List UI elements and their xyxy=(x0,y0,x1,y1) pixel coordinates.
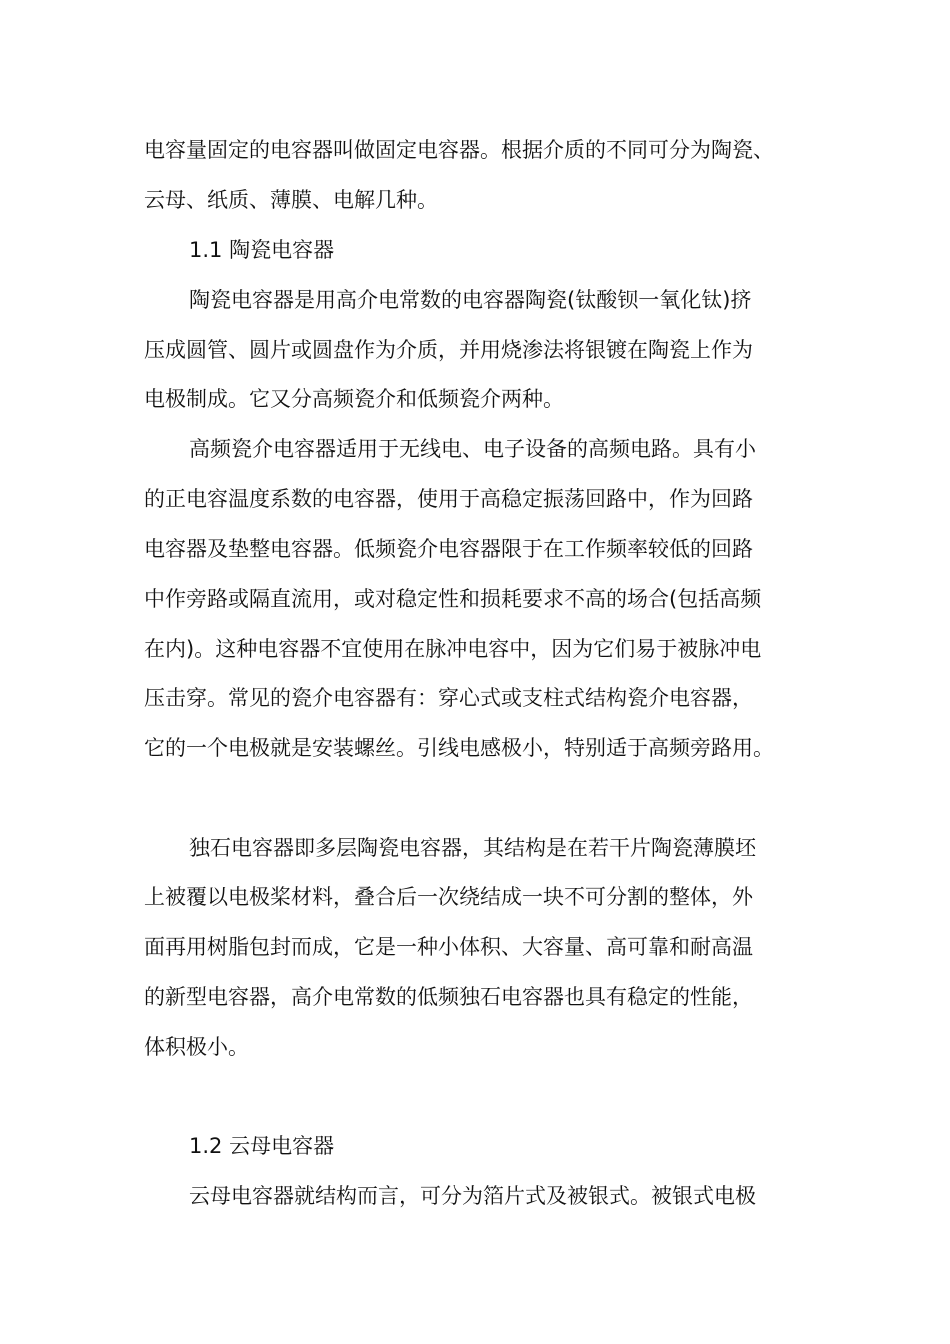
section-heading: 1.2 云母电容器 xyxy=(189,1134,335,1158)
text-line: 独石电容器即多层陶瓷电容器，其结构是在若干片陶瓷薄膜坯 xyxy=(189,836,756,860)
text-line: 上被覆以电极桨材料，叠合后一次绕结成一块不可分割的整体，外 xyxy=(144,885,753,909)
text-line: 云母电容器就结构而言，可分为箔片式及被银式。被银式电极 xyxy=(189,1184,756,1208)
section-heading: 1.1 陶瓷电容器 xyxy=(189,238,335,262)
text-line: 体积极小。 xyxy=(144,1035,249,1059)
text-line: 高频瓷介电容器适用于无线电、电子设备的高频电路。具有小 xyxy=(189,437,756,461)
text-line: 的正电容温度系数的电容器，使用于高稳定振荡回路中，作为回路 xyxy=(144,487,753,511)
text-line: 它的一个电极就是安装螺丝。引线电感极小，特别适于高频旁路用。 xyxy=(144,736,774,760)
text-line: 在内)。这种电容器不宜使用在脉冲电容中，因为它们易于被脉冲电 xyxy=(144,637,762,661)
text-line: 云母、纸质、薄膜、电解几种。 xyxy=(144,188,438,212)
text-line: 面再用树脂包封而成，它是一种小体积、大容量、高可靠和耐高温 xyxy=(144,935,753,959)
text-line: 压成圆管、圆片或圆盘作为介质，并用烧渗法将银镀在陶瓷上作为 xyxy=(144,338,753,362)
text-line: 的新型电容器，高介电常数的低频独石电容器也具有稳定的性能， xyxy=(144,985,753,1009)
text-line: 电容器及垫整电容器。低频瓷介电容器限于在工作频率较低的回路 xyxy=(144,537,753,561)
text-line: 电容量固定的电容器叫做固定电容器。根据介质的不同可分为陶瓷、 xyxy=(144,138,774,162)
text-line: 中作旁路或隔直流用，或对稳定性和损耗要求不高的场合(包括高频 xyxy=(144,587,762,611)
text-line: 电极制成。它又分高频瓷介和低频瓷介两种。 xyxy=(144,387,564,411)
text-line: 压击穿。常见的瓷介电容器有：穿心式或支柱式结构瓷介电容器， xyxy=(144,686,753,710)
text-line: 陶瓷电容器是用高介电常数的电容器陶瓷(钛酸钡一氧化钛)挤 xyxy=(189,288,752,312)
